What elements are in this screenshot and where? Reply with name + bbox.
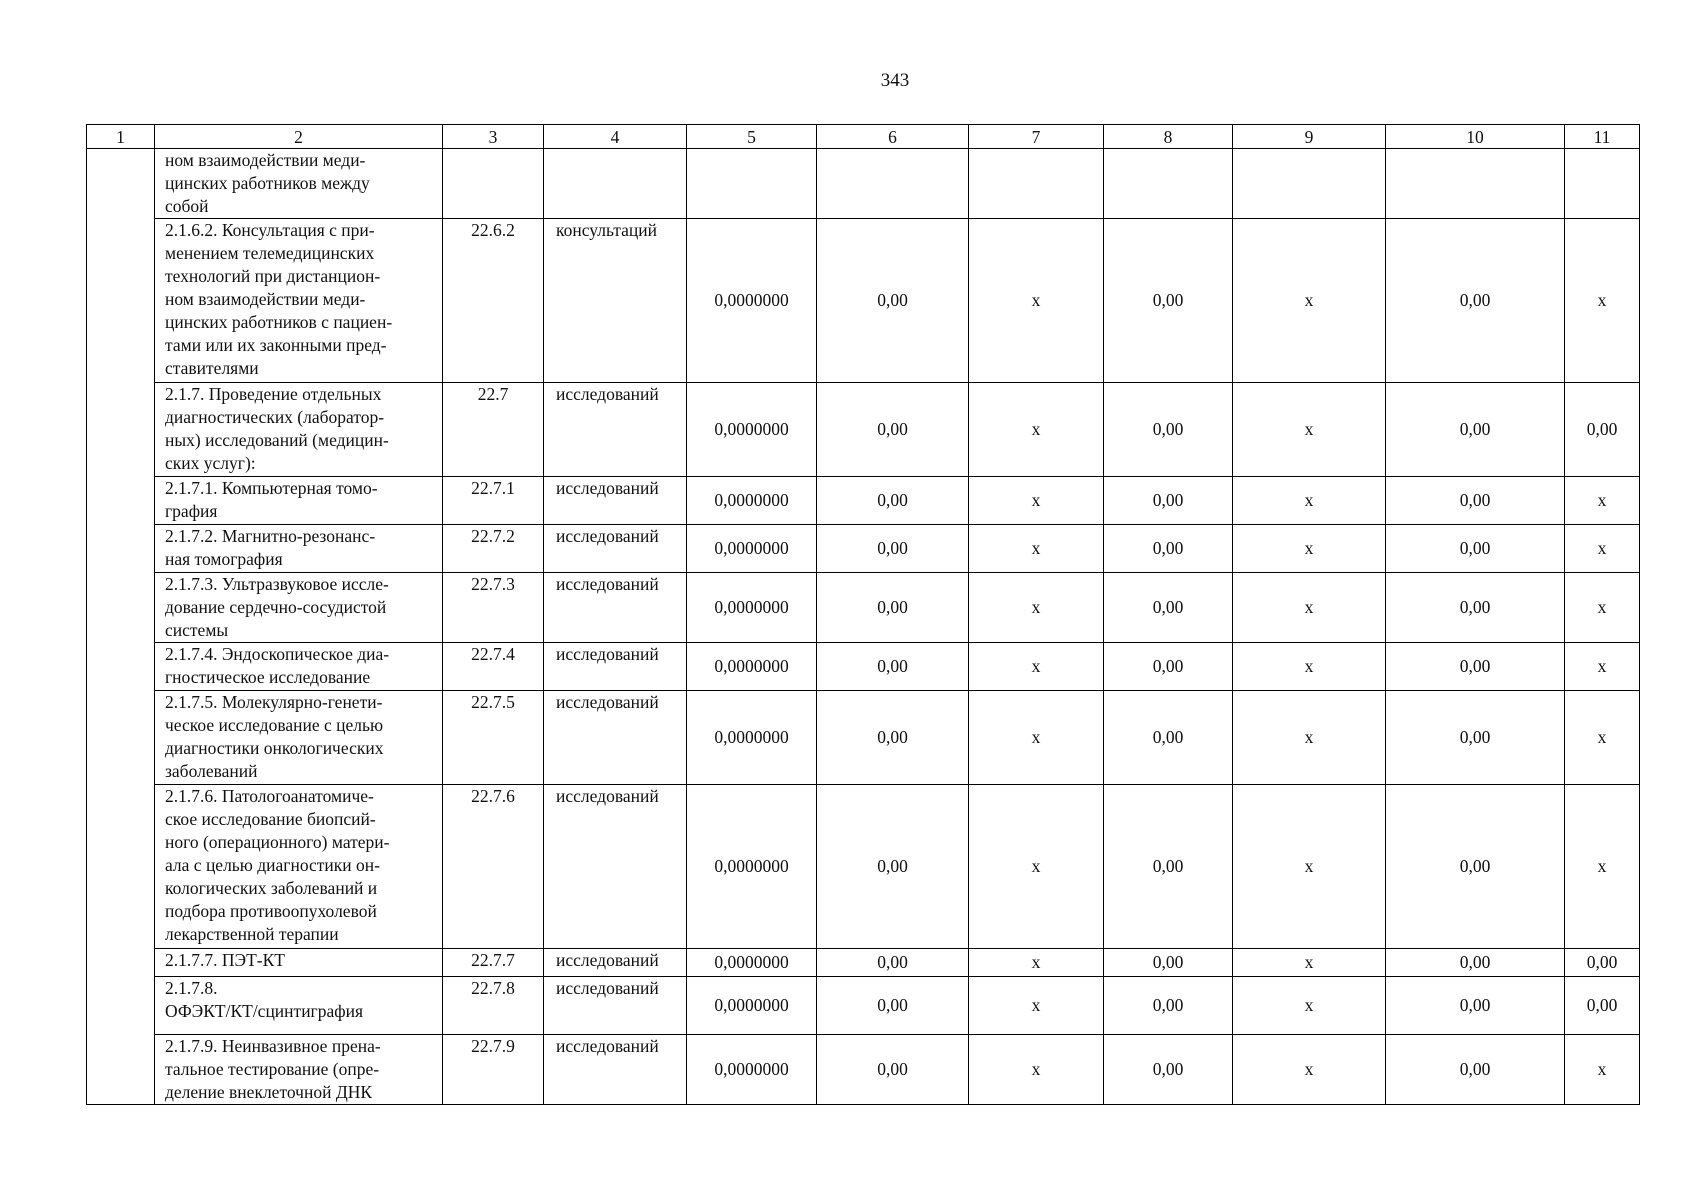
description-line: ном взаимодействии меди- bbox=[165, 289, 366, 309]
value-cell-col-6: 0,00 bbox=[817, 691, 969, 785]
table-row bbox=[87, 977, 1640, 1035]
value-cell-col-6: 0,00 bbox=[817, 1035, 969, 1105]
header-cell-11: 11 bbox=[1565, 125, 1640, 149]
value-cell-col-10: 0,00 bbox=[1386, 525, 1565, 573]
description-line: собой bbox=[165, 196, 209, 216]
code-cell: 22.7 bbox=[443, 383, 544, 477]
value-cell-col-5: 0,0000000 bbox=[687, 573, 817, 643]
description-cell bbox=[155, 525, 443, 573]
header-cell-8: 8 bbox=[1104, 125, 1233, 149]
description-line: 2.1.7.3. Ультразвуковое иссле- bbox=[165, 574, 389, 594]
description-line: 2.1.7.4. Эндоскопическое диа- bbox=[165, 644, 390, 664]
value-cell-col-7: х bbox=[969, 785, 1104, 949]
value-cell-col-5: 0,0000000 bbox=[687, 643, 817, 691]
value-cell-col-7: х bbox=[969, 383, 1104, 477]
unit-cell: исследований bbox=[544, 1035, 687, 1105]
value-cell-col-11: х bbox=[1565, 477, 1640, 525]
value-cell-col-8: 0,00 bbox=[1104, 1035, 1233, 1105]
header-cell-10: 10 bbox=[1386, 125, 1565, 149]
value-cell-col-7: х bbox=[969, 643, 1104, 691]
value-cell-col-5: 0,0000000 bbox=[687, 525, 817, 573]
value-cell-col-9: х bbox=[1233, 691, 1386, 785]
code-cell: 22.7.3 bbox=[443, 573, 544, 643]
value-cell-col-8: 0,00 bbox=[1104, 977, 1233, 1035]
value-cell-col-9: х bbox=[1233, 573, 1386, 643]
description-cell bbox=[155, 573, 443, 643]
value-cell-col-10: 0,00 bbox=[1386, 1035, 1565, 1105]
description-line: 2.1.7.8. bbox=[165, 978, 218, 998]
description-line: диагностики онкологических bbox=[165, 738, 384, 758]
description-line: диагностических (лаборатор- bbox=[165, 407, 385, 427]
table-row bbox=[87, 785, 1640, 949]
value-cell-col-7: х bbox=[969, 977, 1104, 1035]
description-line: ОФЭКТ/КТ/сцинтиграфия bbox=[165, 1001, 364, 1021]
value-cell-col-5: 0,0000000 bbox=[687, 383, 817, 477]
code-cell: 22.7.5 bbox=[443, 691, 544, 785]
description-line: технологий при дистанцион- bbox=[165, 266, 381, 286]
code-cell: 22.6.2 bbox=[443, 219, 544, 383]
description-line: менением телемедицинских bbox=[165, 243, 375, 263]
value-cell-col-9: х bbox=[1233, 219, 1386, 383]
value-cell-col-8: 0,00 bbox=[1104, 691, 1233, 785]
unit-cell: исследований bbox=[544, 383, 687, 477]
table-row bbox=[87, 691, 1640, 785]
description-cell bbox=[155, 691, 443, 785]
value-cell-col-8: 0,00 bbox=[1104, 477, 1233, 525]
unit-cell: консультаций bbox=[544, 219, 687, 383]
value-cell-col-6: 0,00 bbox=[817, 643, 969, 691]
value-cell-col-9: х bbox=[1233, 785, 1386, 949]
description-line: ческое исследование с целью bbox=[165, 715, 384, 735]
description-cell bbox=[155, 949, 443, 977]
value-cell-col-5: 0,0000000 bbox=[687, 1035, 817, 1105]
value-cell-col-5: 0,0000000 bbox=[687, 691, 817, 785]
value-cell-col-10: 0,00 bbox=[1386, 691, 1565, 785]
value-cell-col-5: 0,0000000 bbox=[687, 477, 817, 525]
value-cell-col-11: х bbox=[1565, 525, 1640, 573]
description-cell bbox=[155, 149, 443, 219]
value-cell-col-9 bbox=[1233, 149, 1386, 219]
description-line: цинских работников между bbox=[165, 173, 370, 193]
code-cell: 22.7.7 bbox=[443, 949, 544, 977]
value-cell-col-6: 0,00 bbox=[817, 525, 969, 573]
description-line: ставителями bbox=[165, 358, 259, 378]
description-line: ала с целью диагностики он- bbox=[165, 855, 380, 875]
header-cell-6: 6 bbox=[817, 125, 969, 149]
value-cell-col-8: 0,00 bbox=[1104, 949, 1233, 977]
header-cell-7: 7 bbox=[969, 125, 1104, 149]
value-cell-col-11: 0,00 bbox=[1565, 383, 1640, 477]
data-table bbox=[86, 124, 1640, 1105]
header-cell-4: 4 bbox=[544, 125, 687, 149]
value-cell-col-11: х bbox=[1565, 219, 1640, 383]
value-cell-col-9: х bbox=[1233, 1035, 1386, 1105]
value-cell-col-5: 0,0000000 bbox=[687, 785, 817, 949]
table-row bbox=[87, 643, 1640, 691]
value-cell-col-5 bbox=[687, 149, 817, 219]
unit-cell: исследований bbox=[544, 949, 687, 977]
value-cell-col-7: х bbox=[969, 573, 1104, 643]
value-cell-col-9: х bbox=[1233, 977, 1386, 1035]
table-row bbox=[87, 219, 1640, 383]
code-cell: 22.7.6 bbox=[443, 785, 544, 949]
page-number: 343 bbox=[880, 70, 910, 91]
value-cell-col-8: 0,00 bbox=[1104, 525, 1233, 573]
code-cell: 22.7.9 bbox=[443, 1035, 544, 1105]
value-cell-col-6: 0,00 bbox=[817, 573, 969, 643]
description-cell bbox=[155, 1035, 443, 1105]
description-line: 2.1.6.2. Консультация с при- bbox=[165, 220, 375, 240]
description-cell bbox=[155, 643, 443, 691]
description-line: тальное тестирование (опре- bbox=[165, 1059, 380, 1079]
value-cell-col-11: х bbox=[1565, 643, 1640, 691]
table-row bbox=[87, 149, 1640, 219]
description-line: гностическое исследование bbox=[165, 667, 371, 687]
value-cell-col-7 bbox=[969, 149, 1104, 219]
table-row bbox=[87, 573, 1640, 643]
value-cell-col-10: 0,00 bbox=[1386, 785, 1565, 949]
value-cell-col-6: 0,00 bbox=[817, 977, 969, 1035]
value-cell-col-8: 0,00 bbox=[1104, 643, 1233, 691]
unit-cell: исследований bbox=[544, 525, 687, 573]
value-cell-col-10: 0,00 bbox=[1386, 949, 1565, 977]
value-cell-col-10: 0,00 bbox=[1386, 219, 1565, 383]
unit-cell: исследований bbox=[544, 977, 687, 1035]
value-cell-col-6: 0,00 bbox=[817, 477, 969, 525]
description-line: деление внеклеточной ДНК bbox=[165, 1082, 373, 1102]
table-row bbox=[87, 477, 1640, 525]
value-cell-col-7: х bbox=[969, 477, 1104, 525]
code-cell: 22.7.4 bbox=[443, 643, 544, 691]
description-line: заболеваний bbox=[165, 761, 258, 781]
table-header-row bbox=[87, 125, 1640, 149]
value-cell-col-10: 0,00 bbox=[1386, 643, 1565, 691]
value-cell-col-6 bbox=[817, 149, 969, 219]
value-cell-col-9: х bbox=[1233, 383, 1386, 477]
unit-cell: исследований bbox=[544, 573, 687, 643]
unit-cell: исследований bbox=[544, 643, 687, 691]
value-cell-col-6: 0,00 bbox=[817, 219, 969, 383]
header-cell-3: 3 bbox=[443, 125, 544, 149]
description-line: ном взаимодействии меди- bbox=[165, 150, 366, 170]
value-cell-col-9: х bbox=[1233, 477, 1386, 525]
description-line: ское исследование биопсий- bbox=[165, 809, 376, 829]
table-row bbox=[87, 383, 1640, 477]
description-line: лекарственной терапии bbox=[165, 924, 339, 944]
value-cell-col-11: 0,00 bbox=[1565, 949, 1640, 977]
description-cell bbox=[155, 477, 443, 525]
header-cell-1: 1 bbox=[87, 125, 155, 149]
description-line: ного (операционного) матери- bbox=[165, 832, 390, 852]
code-cell bbox=[443, 149, 544, 219]
value-cell-col-11: х bbox=[1565, 785, 1640, 949]
value-cell-col-7: х bbox=[969, 949, 1104, 977]
code-cell: 22.7.1 bbox=[443, 477, 544, 525]
value-cell-col-10 bbox=[1386, 149, 1565, 219]
section-number-cell bbox=[87, 149, 155, 1105]
description-line: 2.1.7.9. Неинвазивное прена- bbox=[165, 1036, 381, 1056]
unit-cell: исследований bbox=[544, 477, 687, 525]
description-line: системы bbox=[165, 620, 229, 640]
description-line: 2.1.7.2. Магнитно-резонанс- bbox=[165, 526, 376, 546]
description-line: 2.1.7.1. Компьютерная томо- bbox=[165, 478, 378, 498]
value-cell-col-8: 0,00 bbox=[1104, 219, 1233, 383]
value-cell-col-6: 0,00 bbox=[817, 949, 969, 977]
value-cell-col-11: 0,00 bbox=[1565, 977, 1640, 1035]
description-line: ских услуг): bbox=[165, 453, 256, 473]
description-line: графия bbox=[165, 501, 218, 521]
description-line: дование сердечно-сосудистой bbox=[165, 597, 387, 617]
value-cell-col-9: х bbox=[1233, 643, 1386, 691]
description-cell bbox=[155, 977, 443, 1035]
value-cell-col-5: 0,0000000 bbox=[687, 949, 817, 977]
value-cell-col-9: х bbox=[1233, 949, 1386, 977]
description-line: 2.1.7.6. Патологоанатомиче- bbox=[165, 786, 374, 806]
table-row bbox=[87, 525, 1640, 573]
description-line: 2.1.7. Проведение отдельных bbox=[165, 384, 382, 404]
value-cell-col-10: 0,00 bbox=[1386, 573, 1565, 643]
description-line: 2.1.7.5. Молекулярно-генети- bbox=[165, 692, 383, 712]
description-cell bbox=[155, 219, 443, 383]
table-body bbox=[87, 125, 1640, 1105]
description-cell bbox=[155, 785, 443, 949]
description-line: подбора противоопухолевой bbox=[165, 901, 377, 921]
unit-cell bbox=[544, 149, 687, 219]
description-line: ная томография bbox=[165, 549, 283, 569]
value-cell-col-8 bbox=[1104, 149, 1233, 219]
value-cell-col-11: х bbox=[1565, 691, 1640, 785]
unit-cell: исследований bbox=[544, 785, 687, 949]
unit-cell: исследований bbox=[544, 691, 687, 785]
value-cell-col-7: х bbox=[969, 1035, 1104, 1105]
value-cell-col-10: 0,00 bbox=[1386, 383, 1565, 477]
description-line: тами или их законными пред- bbox=[165, 335, 387, 355]
value-cell-col-8: 0,00 bbox=[1104, 573, 1233, 643]
value-cell-col-5: 0,0000000 bbox=[687, 219, 817, 383]
description-cell bbox=[155, 383, 443, 477]
value-cell-col-7: х bbox=[969, 219, 1104, 383]
value-cell-col-6: 0,00 bbox=[817, 785, 969, 949]
value-cell-col-10: 0,00 bbox=[1386, 477, 1565, 525]
value-cell-col-8: 0,00 bbox=[1104, 383, 1233, 477]
value-cell-col-6: 0,00 bbox=[817, 383, 969, 477]
value-cell-col-5: 0,0000000 bbox=[687, 977, 817, 1035]
value-cell-col-9: х bbox=[1233, 525, 1386, 573]
description-line: 2.1.7.7. ПЭТ-КТ bbox=[165, 950, 285, 970]
code-cell: 22.7.8 bbox=[443, 977, 544, 1035]
table-row bbox=[87, 1035, 1640, 1105]
value-cell-col-10: 0,00 bbox=[1386, 977, 1565, 1035]
value-cell-col-11: х bbox=[1565, 573, 1640, 643]
description-line: цинских работников с пациен- bbox=[165, 312, 393, 332]
header-cell-2: 2 bbox=[155, 125, 443, 149]
value-cell-col-11: х bbox=[1565, 1035, 1640, 1105]
value-cell-col-7: х bbox=[969, 691, 1104, 785]
description-line: ных) исследований (медицин- bbox=[165, 430, 389, 450]
value-cell-col-11 bbox=[1565, 149, 1640, 219]
value-cell-col-8: 0,00 bbox=[1104, 785, 1233, 949]
table-row bbox=[87, 949, 1640, 977]
header-cell-5: 5 bbox=[687, 125, 817, 149]
description-line: кологических заболеваний и bbox=[165, 878, 378, 898]
code-cell: 22.7.2 bbox=[443, 525, 544, 573]
header-cell-9: 9 bbox=[1233, 125, 1386, 149]
value-cell-col-7: х bbox=[969, 525, 1104, 573]
